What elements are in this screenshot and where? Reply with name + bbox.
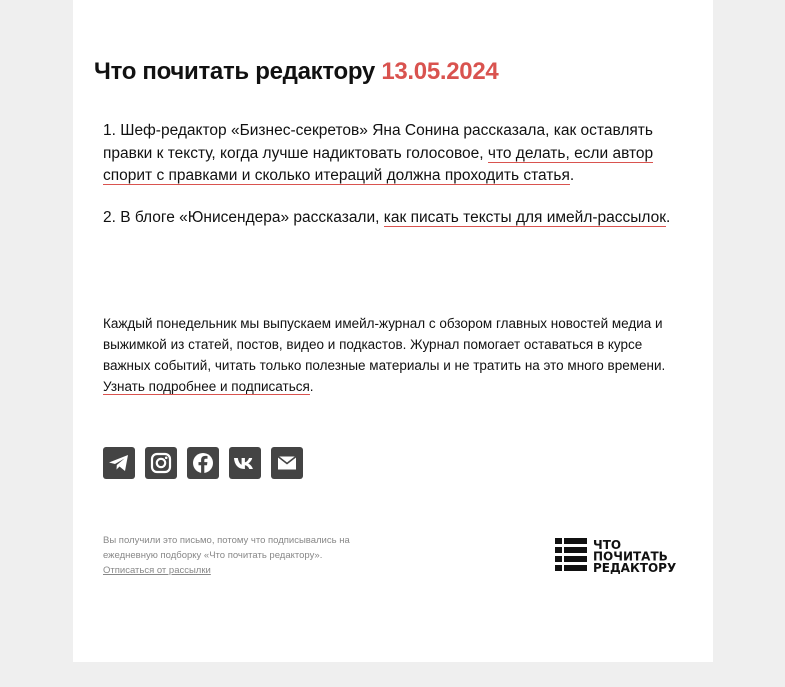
article-link[interactable]: как писать тексты для имейл-рассылок	[383, 209, 667, 226]
brand-logo	[555, 537, 685, 574]
list-item	[103, 207, 683, 230]
subscribe-link[interactable]: Узнать подробнее и подписаться	[103, 379, 310, 394]
issue-date: 13.05.2024	[381, 58, 499, 85]
article-link[interactable]: что делать, если автор спорит с правками и сколько итераций должна проходить статья	[103, 144, 654, 184]
vk-icon[interactable]	[229, 447, 261, 479]
page-title	[94, 58, 498, 86]
footer	[103, 533, 403, 578]
list-item	[103, 120, 683, 188]
title-text: Что почитать редактору	[94, 58, 375, 85]
item-punct: .	[569, 167, 575, 184]
logo-line: ПОЧИТАТЬ	[593, 549, 668, 564]
item-punct: .	[666, 209, 671, 226]
mail-icon[interactable]	[271, 447, 303, 479]
item-text: 2. В блоге «Юнисендера» рассказали,	[103, 209, 384, 226]
footer-notice: Вы получили это письмо, потому что подписывались на ежедневную подборку «Что почитать редактору».	[103, 535, 350, 561]
email-card	[73, 0, 713, 662]
logo-line: ЧТО	[593, 538, 622, 552]
about-paragraph	[103, 313, 688, 397]
about-text: Каждый понедельник мы выпускаем имейл-журнал с обзором главных новостей медиа и выжимкой из статей, постов, видео и подкастов. Журнал помогает оставаться в курсе важных событий, читать только полезные материалы и не тратить на это много времени.	[103, 316, 666, 373]
about-punct: .	[309, 379, 314, 394]
telegram-icon[interactable]	[103, 447, 135, 479]
logo-line: РЕДАКТОРУ	[593, 561, 677, 574]
instagram-icon[interactable]	[145, 447, 177, 479]
item-text: 1. Шеф-редактор «Бизнес-секретов» Яна Сонина рассказала, как оставлять правки к тексту, когда лучше надиктовать голосовое,	[103, 122, 653, 162]
unsubscribe-link[interactable]: Отписаться от рассылки	[103, 565, 211, 576]
social-links	[103, 447, 303, 479]
facebook-icon[interactable]	[187, 447, 219, 479]
